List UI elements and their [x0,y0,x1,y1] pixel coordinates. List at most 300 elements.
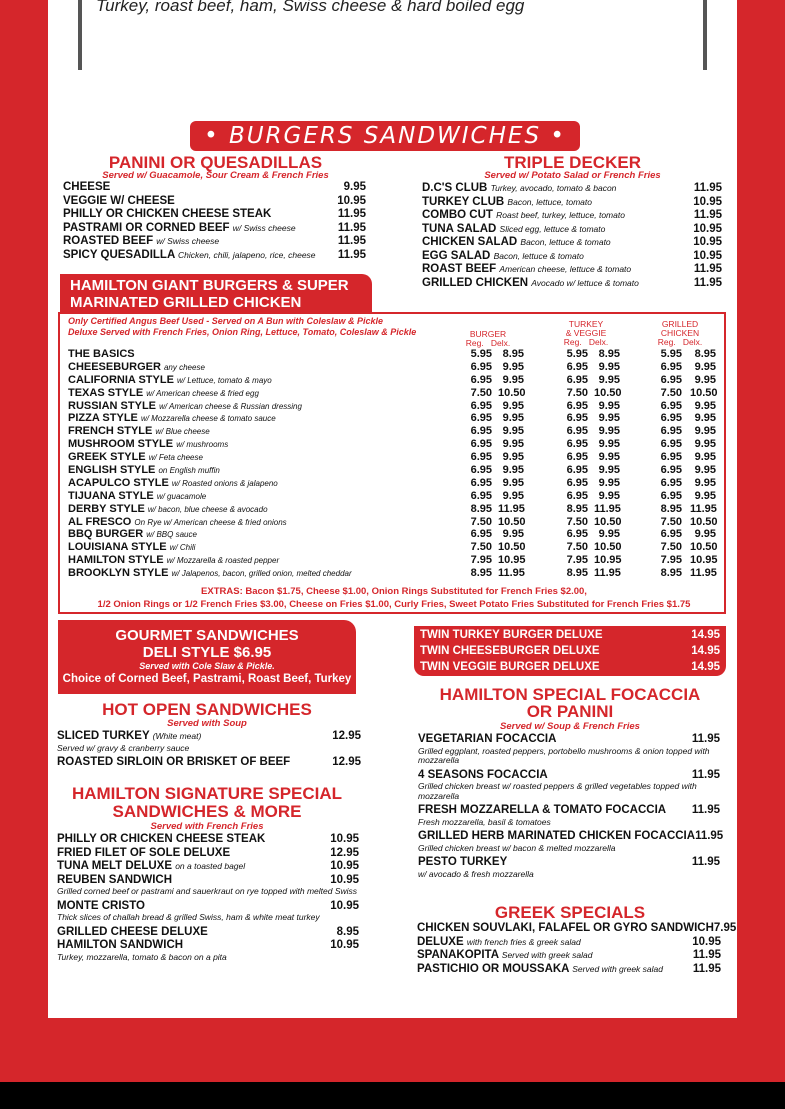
burger-item-label [68,374,272,386]
item-name: THE BASICS [68,348,135,360]
signature-title-1: HAMILTON SIGNATURE SPECIAL [71,784,343,803]
burger-item [68,541,718,554]
item-label [418,856,507,870]
item-price: 12.95 [332,730,361,742]
item-name: PIZZA STYLE [68,412,138,425]
item-desc: with french fries & greek salad [466,936,581,947]
item-label [63,222,296,236]
giant-header [60,274,372,314]
item-desc: Fresh mozzarella, basil & tomatoes [418,816,551,827]
burger-price: 6.95 [470,438,492,451]
col-chicken [648,320,712,347]
item-price: 9.95 [343,181,366,193]
item-price: 10.95 [337,194,366,207]
item-desc: Bacon, lettuce, tomato [507,196,592,207]
item-label [57,926,208,940]
item-desc: w/ mushrooms [176,440,229,450]
triple-list [422,182,722,290]
burger-list [68,348,718,580]
burger-price: 11.95 [690,502,717,515]
item-label [422,250,584,264]
burger-price: 11.95 [498,567,525,580]
burger-price: 10.50 [690,515,718,528]
burger-item [68,400,718,413]
item-name: TEXAS STYLE [68,386,144,399]
col-chicken-label-2: CHICKEN [660,328,700,338]
burger-item [68,554,718,567]
burger-note-1: Only Certified Angus Beef Used - Served on A Bun with Coleslaw & Pickle [68,316,384,326]
burger-price: 9.95 [598,425,620,438]
greek-item [417,922,737,936]
panini-item [63,181,366,195]
burger-price: 7.95 [470,554,492,567]
item-name: TWIN CHEESEBURGER DELUXE [420,645,600,657]
burger-price: 6.95 [660,489,682,502]
item-desc: w/ bacon, blue cheese & avocado [147,504,268,514]
burger-price: 7.50 [566,386,588,399]
burger-item-label [68,567,352,579]
item-name: ENGLISH STYLE [68,464,156,477]
burger-item [68,425,718,438]
panini-item [63,208,366,222]
item-desc: Served with greek salad [572,963,663,974]
burger-price: 6.95 [660,464,682,477]
item-label [57,874,172,888]
item-name: ACAPULCO STYLE [68,476,169,489]
burger-price: 11.95 [594,502,621,515]
burger-price: 8.95 [660,502,682,515]
burger-price: 6.95 [566,360,588,373]
item-name: AL FRESCO [68,515,132,528]
burger-price: 9.95 [694,451,716,464]
item-name: GRILLED CHICKEN [422,276,529,289]
burger-item-label [68,412,276,424]
burger-price: 9.95 [694,438,716,451]
item-name: PASTRAMI OR CORNED BEEF [63,221,230,234]
focaccia-subtitle: Served w/ Soup & French Fries [500,721,640,732]
burger-price: 5.95 [470,348,492,360]
burger-item [68,348,718,361]
item-name: BROOKLYN STYLE [68,567,169,580]
burger-price: 10.50 [594,541,622,554]
item-label [420,659,600,675]
extras-line-1: EXTRAS: Bacon $1.75, Cheese $1.00, Onion Rings Substituted for French Fries $2.00, [201,586,587,597]
item-price: 10.95 [330,873,359,886]
hot-open-title: HOT OPEN SANDWICHES [102,700,312,719]
item-name: TURKEY CLUB [422,195,505,208]
item-name: CHICKEN SALAD [422,236,518,248]
col-chicken-delx: Delx. [682,337,703,347]
item-desc: Grilled chicken breast w/ roasted peppers & grilled vegetables topped with mozzarella [418,781,697,801]
item-price: 11.95 [691,856,720,868]
item-price: 12.95 [332,756,361,768]
item-name: HAMILTON STYLE [68,554,164,567]
item-label [417,936,581,950]
item-label [418,830,695,844]
item-desc: Chicken, chili, jalapeno, rice, cheese [178,249,316,260]
hot-open-list [57,730,361,776]
panini-title: PANINI OR QUESADILLAS [108,153,323,172]
greek-item [417,963,721,977]
item-desc: Turkey, mozzarella, tomato & bacon on a pita [57,951,227,962]
burger-price: 9.95 [694,528,716,541]
item-label [417,963,663,977]
menu-page [48,0,737,1018]
burger-price: 9.95 [502,489,524,502]
item-desc: (White meat) [152,731,202,741]
item-desc: w/ Mozzarella cheese & tomato sauce [140,414,276,424]
burger-price: 7.50 [470,541,492,554]
item-price: 11.95 [691,804,720,816]
triple-item [422,277,722,291]
top-line: Turkey, roast beef, ham, Swiss cheese & hard boiled egg [96,0,525,15]
burger-item [68,387,718,400]
burger-price: 9.95 [502,399,524,412]
burger-price: 9.95 [598,412,620,425]
item-name: D.C'S CLUB [422,182,488,194]
item-desc: Roast beef, turkey, lettuce, tomato [496,210,625,220]
item-name: TUNA MELT DELUXE [57,860,172,872]
item-desc: w/ guacamole [156,491,207,501]
item-name: ROAST BEEF [422,263,497,275]
extras-line-2: 1/2 Onion Rings or 1/2 French Fries $3.00, Cheese on Fries $1.00, Curly Fries, Sweet Potato Fries Substituted for French Fries $1.75 [97,599,691,610]
burger-price: 6.95 [470,425,492,438]
item-name: PESTO TURKEY [418,856,508,868]
item-name: SLICED TURKEY [57,730,150,742]
item-label [57,730,201,744]
burger-price: 6.95 [660,528,682,541]
item-desc: Served w/ gravy & cranberry sauce [57,742,190,753]
item-desc: Grilled corned beef or pastrami and sauerkraut on rye topped with melted Swiss [57,886,358,896]
item-price: 11.95 [692,949,721,961]
burger-price: 9.95 [598,360,620,373]
col-turkey-label-1: TURKEY [568,319,604,329]
item-price: 11.95 [693,263,722,275]
burger-price: 10.50 [498,515,526,528]
item-desc: on English muffin [158,466,220,476]
burger-price: 5.95 [566,348,588,360]
item-price: 11.95 [692,962,721,975]
item-price: 14.95 [691,629,720,641]
signature-item [57,874,359,888]
burger-price: 9.95 [694,360,716,373]
panini-item [63,195,366,209]
burger-price: 6.95 [660,451,682,464]
burger-item-label [68,503,268,515]
item-price: 8.95 [336,925,359,938]
item-name: FRIED FILET OF SOLE DELUXE [57,846,231,859]
burger-price: 9.95 [502,451,524,464]
burger-price: 10.50 [690,386,718,399]
burger-price: 10.95 [594,554,622,567]
item-price: 7.95 [713,922,737,934]
bottom-bar [0,1082,785,1109]
burger-price: 6.95 [566,464,588,477]
triple-item [422,263,722,277]
hot-open-item [57,756,361,770]
burger-price: 9.95 [502,464,524,477]
signature-subtitle: Served with French Fries [150,821,264,832]
item-name: CALIFORNIA STYLE [68,373,174,386]
burger-price: 8.95 [566,567,588,580]
item-desc: on a toasted bagel [175,861,246,871]
item-price: 10.95 [693,236,722,248]
gourmet-price: DELI STYLE $6.95 [142,644,272,661]
burger-price: 10.95 [498,554,526,567]
col-burger [456,330,520,348]
burger-price: 6.95 [660,399,682,412]
signature-item [57,900,359,914]
burger-price: 9.95 [598,489,620,502]
burger-price: 6.95 [566,412,588,425]
panini-item [63,222,366,236]
item-label [422,182,616,196]
item-desc: w/ American cheese & Russian dressing [159,401,302,411]
item-label [417,922,714,936]
burger-price: 6.95 [470,464,492,477]
item-name: 4 SEASONS FOCACCIA [418,768,548,781]
item-desc: w/ Jalapenos, bacon, grilled onion, melted cheddar [171,569,352,579]
triple-item [422,182,722,196]
item-name: SPANAKOPITA [417,949,499,961]
burger-price: 6.95 [660,438,682,451]
item-price: 11.95 [337,248,366,261]
greek-item [417,949,721,963]
panini-list [63,181,366,262]
item-desc: w/ Swiss cheese [156,236,220,246]
burger-price: 9.95 [694,425,716,438]
item-name: RUSSIAN STYLE [68,399,157,412]
burger-item-label [68,348,135,360]
item-label [417,949,593,963]
item-desc: Bacon, lettuce & tomato [520,237,611,247]
item-name: GRILLED HERB MARINATED CHICKEN FOCACCIA [418,830,696,842]
item-label [57,900,145,914]
item-label [418,804,666,818]
burger-price: 6.95 [660,425,682,438]
item-price: 14.95 [691,661,720,673]
item-name: CHEESE [63,181,111,193]
col-burger-reg: Reg. [465,338,484,348]
focaccia-item [418,856,720,870]
burger-price: 8.95 [660,567,682,580]
item-desc: w/ Feta cheese [148,453,203,463]
burger-price: 9.95 [598,451,620,464]
item-price: 11.95 [693,182,722,194]
burger-price: 6.95 [660,476,682,489]
item-label [57,860,245,874]
burger-price: 6.95 [566,489,588,502]
item-name: REUBEN SANDWICH [57,873,172,886]
giant-title-2: MARINATED GRILLED CHICKEN [70,294,302,311]
triple-item [422,250,722,264]
burger-price: 9.95 [502,373,524,386]
item-label [418,769,548,783]
burger-item-label [68,400,302,412]
item-desc: w/ BBQ sauce [146,530,197,540]
item-price: 14.95 [691,645,720,657]
burger-price: 9.95 [598,476,620,489]
item-label [63,181,110,195]
burger-price: 7.95 [660,554,682,567]
burger-item [68,477,718,490]
burger-price: 6.95 [660,373,682,386]
burger-item-label [68,516,287,528]
item-label [422,223,605,237]
col-turkey-reg: Reg. [563,337,582,347]
burger-price: 11.95 [594,567,621,580]
burger-price: 9.95 [502,425,524,438]
burger-price: 9.95 [502,438,524,451]
item-desc: w/ avocado & fresh mozzarella [418,868,534,879]
item-label [418,733,556,747]
burger-price: 11.95 [498,502,525,515]
twin-list [414,626,726,676]
item-name: TWIN TURKEY BURGER DELUXE [420,629,603,641]
item-name: CHICKEN SOUVLAKI, FALAFEL OR GYRO SANDWICH [417,922,714,934]
triple-item [422,196,722,210]
item-desc: Sliced egg, lettuce & tomato [499,223,606,234]
burger-price: 9.95 [502,412,524,425]
signature-item [57,833,359,847]
burger-price: 9.95 [598,373,620,386]
burger-price: 8.95 [470,502,492,515]
burger-price: 8.95 [598,348,620,360]
twin-item [420,627,720,643]
burger-price: 6.95 [470,360,492,373]
burger-item [68,503,718,516]
item-name: ROASTED SIRLOIN OR BRISKET OF BEEF [57,756,291,768]
burger-price: 7.50 [470,386,492,399]
item-price: 10.95 [693,195,722,208]
giant-title-1: HAMILTON GIANT BURGERS & SUPER [70,277,349,294]
item-price: 10.95 [330,860,359,872]
greek-item [417,936,721,950]
item-name: SPICY QUESADILLA [63,248,175,261]
item-name: GREEK STYLE [68,451,146,464]
burger-item [68,516,718,529]
burger-item [68,374,718,387]
item-name: DELUXE [417,935,464,948]
burger-price: 8.95 [502,348,524,360]
item-desc: On Rye w/ American cheese & fried onions [134,517,287,527]
burger-price: 6.95 [470,399,492,412]
item-desc: any cheese [163,362,205,372]
item-desc: w/ Lettuce, tomato & mayo [177,375,272,385]
item-name: PHILLY OR CHICKEN CHEESE STEAK [57,833,266,845]
burger-price: 7.50 [566,541,588,554]
burger-item-label [68,387,259,399]
burger-item [68,361,718,374]
burger-item-label [68,554,279,566]
burger-price: 8.95 [566,502,588,515]
burger-price: 6.95 [566,528,588,541]
item-desc: Bacon, lettuce & tomato [493,250,584,261]
burger-table [58,312,726,614]
burger-item-label [68,451,203,463]
item-price: 10.95 [330,939,359,951]
burger-item-label [68,425,210,437]
item-label [422,277,639,291]
burger-item-label [68,541,195,553]
item-name: MONTE CRISTO [57,899,145,912]
burger-price: 9.95 [598,528,620,541]
panini-subtitle: Served w/ Guacamole, Sour Cream & French Fries [102,170,329,181]
section-banner: • BURGERS SANDWICHES • [190,121,580,151]
item-label [57,847,230,861]
item-name: VEGETARIAN FOCACCIA [418,733,557,745]
item-desc: Grilled eggplant, roasted peppers, portobello mushrooms & onion topped with mozzarella [418,745,710,765]
item-desc: w/ Blue cheese [155,427,210,437]
item-name: TUNA SALAD [422,222,497,235]
burger-price: 7.50 [660,541,682,554]
twin-item [420,643,720,659]
gourmet-box [58,620,356,694]
burger-price: 9.95 [694,399,716,412]
burger-price: 6.95 [566,399,588,412]
item-label [422,236,611,250]
item-label [63,208,271,222]
burger-price: 6.95 [470,451,492,464]
hot-open-subtitle: Served with Soup [167,718,247,729]
burger-price: 10.50 [594,386,622,399]
item-desc: Grilled chicken breast w/ bacon & melted mozzarella [418,842,616,853]
focaccia-item [418,769,720,783]
col-burger-delx: Delx. [490,338,511,348]
burger-price: 10.50 [498,541,526,554]
item-desc: Turkey, avocado, tomato & bacon [490,183,617,193]
item-price: 10.95 [330,833,359,845]
burger-price: 9.95 [694,412,716,425]
burger-price: 9.95 [694,373,716,386]
item-desc: w/ Mozzarella & roasted pepper [166,556,280,566]
col-chicken-label-1: GRILLED [661,319,699,329]
item-label [63,195,175,209]
col-turkey-label-2: & VEGGIE [565,328,607,338]
burger-item-label [68,464,220,476]
signature-item [57,847,359,861]
burger-price: 8.95 [694,348,716,360]
burger-item-label [68,477,278,489]
burger-price: 9.95 [694,489,716,502]
hot-open-item [57,730,361,744]
item-label [63,235,219,249]
twin-item [420,659,720,675]
item-label [63,249,316,263]
item-name: CHEESEBURGER [68,360,161,373]
burger-price: 7.50 [566,515,588,528]
burger-price: 7.50 [660,515,682,528]
focaccia-title-1: HAMILTON SPECIAL FOCACCIA [439,685,701,704]
triple-item [422,223,722,237]
item-label [57,939,183,953]
burger-price: 10.50 [594,515,622,528]
panini-item [63,235,366,249]
burger-price: 9.95 [694,464,716,477]
signature-title-2: SANDWICHES & MORE [112,802,302,821]
item-desc: w/ Roasted onions & jalapeno [171,478,278,488]
item-name: DERBY STYLE [68,502,145,515]
burger-price: 9.95 [502,528,524,541]
burger-price: 9.95 [598,438,620,451]
col-burger-label: BURGER [469,329,507,339]
burger-price: 6.95 [566,425,588,438]
item-name: ROASTED BEEF [63,235,154,247]
burger-price: 10.95 [690,554,718,567]
item-name: HAMILTON SANDWICH [57,939,184,951]
burger-item [68,412,718,425]
item-desc: Thick slices of challah bread & grilled Swiss, ham & white meat turkey [57,912,320,922]
